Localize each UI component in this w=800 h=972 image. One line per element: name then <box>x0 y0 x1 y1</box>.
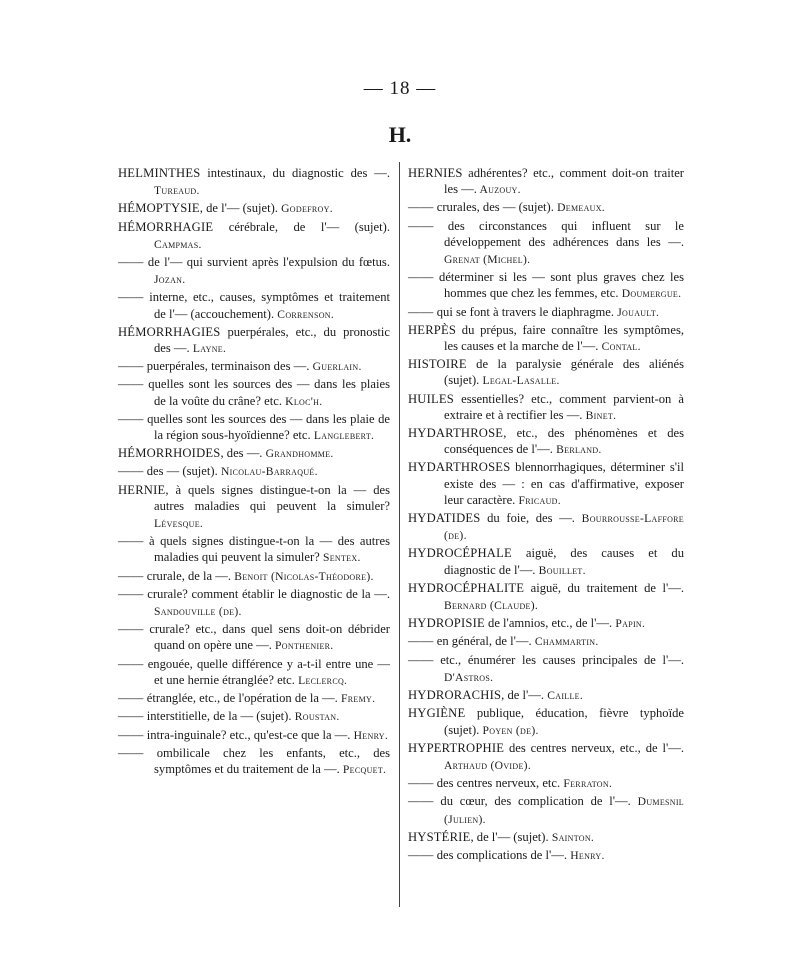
entry-author: Langlebert. <box>310 429 375 443</box>
entry-heading: HERNIES <box>408 166 463 180</box>
entry-text: du foie, des —. <box>480 511 575 526</box>
index-entry <box>408 793 684 827</box>
entry-heading: HYSTÉRIE <box>408 829 471 844</box>
index-entry <box>118 289 390 322</box>
index-entry <box>118 621 390 654</box>
index-entry <box>408 705 684 738</box>
index-entry <box>118 708 390 725</box>
entry-heading: HÉMORRHAGIE <box>118 219 214 234</box>
index-entry <box>408 633 684 650</box>
entry-author: Henry. <box>350 728 389 742</box>
index-entry <box>118 463 390 480</box>
entry-text: de l'amnios, etc., de l'—. <box>484 616 613 631</box>
index-entry <box>408 165 684 198</box>
right-column <box>408 165 684 865</box>
entry-author: Dumesnil (Julien). <box>444 795 684 826</box>
index-entry <box>118 568 390 585</box>
index-entry <box>118 482 390 533</box>
entry-text: aiguë, du traitement de l'—. <box>524 580 684 595</box>
entry-text: du cœur, des complication de l'—. <box>433 794 631 809</box>
entry-author: Roustan. <box>291 710 340 724</box>
entry-heading: —— <box>118 359 144 374</box>
entry-heading: —— <box>118 411 144 426</box>
entry-text: des centres nerveux, etc. <box>433 776 561 791</box>
entry-text: , etc., des phénomènes et des conséquences de l'—. <box>444 426 684 457</box>
index-entry <box>408 847 684 864</box>
entry-heading: HÉMORRHOIDES <box>118 446 221 461</box>
entry-heading: —— <box>408 634 434 649</box>
entry-text: quelles sont les sources des — dans les plaies de la voûte du crâne? etc. <box>143 377 390 408</box>
entry-text: des centres nerveux, etc., de l'—. <box>504 740 684 755</box>
index-entry <box>408 218 684 269</box>
entry-author: Jouault. <box>614 305 660 319</box>
entry-author: Chammartin. <box>531 635 599 649</box>
page-number: — 18 — <box>363 78 437 99</box>
entry-heading: HYGIÈNE <box>408 706 466 721</box>
entry-text: du prépus, faire connaître les symptômes, les causes et la marche de l'—. <box>444 322 684 354</box>
entry-author: Campmas. <box>154 237 202 251</box>
entry-author: Bernard (Claude). <box>444 599 539 613</box>
entry-author: Grandhomme. <box>262 447 334 461</box>
entry-author: Berland. <box>552 443 602 457</box>
entry-heading: —— <box>408 270 434 285</box>
entry-author: Benoit (Nicolas-Théodore). <box>231 569 374 583</box>
entry-text: etc., énumérer les causes principales de l'—. <box>433 652 684 667</box>
entry-text: interne, etc., causes, symptômes et traitement de l'— (accouchement). <box>143 290 390 321</box>
index-entry <box>408 510 684 544</box>
index-entry <box>408 545 684 578</box>
entry-text: adhérentes? etc., comment doit-on traiter les —. <box>444 166 684 197</box>
index-entry <box>118 727 390 744</box>
entry-text: de la paralysie générale des aliénés (sujet). <box>444 357 684 388</box>
index-entry <box>408 304 684 321</box>
entry-heading: —— <box>118 745 144 760</box>
entry-author: D'Astros. <box>444 670 494 684</box>
entry-author: Doumergue. <box>618 287 682 301</box>
entry-heading: —— <box>408 652 434 667</box>
entry-heading: HYDROCÉPHALE <box>408 546 512 561</box>
entry-author: Bourrousse-Laffore (de). <box>444 512 684 543</box>
entry-text: des circonstances qui influent sur le développement des adhérences dans les —. <box>433 218 684 249</box>
entry-heading: —— <box>118 464 144 479</box>
entry-author: Contal. <box>598 340 641 354</box>
index-entry <box>118 533 390 566</box>
entry-author: Henry. <box>567 848 605 862</box>
entry-text: intra-inguinale? etc., qu'est-ce que la —. <box>143 727 351 742</box>
entry-text: des complications de l'—. <box>433 847 568 862</box>
entry-author: Nicolau-Barraqué. <box>217 465 318 479</box>
entry-author: Jozan. <box>154 273 186 287</box>
index-entry <box>408 829 684 846</box>
index-entry <box>408 269 684 302</box>
entry-author: Papin. <box>612 617 646 631</box>
entry-text: déterminer si les — sont plus graves chez les hommes que chez les femmes, etc. <box>433 270 684 301</box>
index-entry <box>118 411 390 444</box>
index-entry <box>118 254 390 288</box>
index-entry <box>408 322 684 355</box>
index-entry <box>118 165 390 199</box>
entry-author: Ferraton. <box>560 777 613 791</box>
index-entry <box>118 358 390 375</box>
entry-heading: —— <box>118 377 144 392</box>
index-entry <box>408 740 684 774</box>
entry-author: Binet. <box>582 408 617 422</box>
entry-author: Kloc'h. <box>281 394 323 408</box>
entry-heading: —— <box>118 534 144 549</box>
entry-heading: HYDARTHROSE <box>408 426 504 441</box>
entry-text: qui se font à travers le diaphragme. <box>433 304 615 319</box>
entry-text: publique, éducation, fièvre typhoïde (sujet). <box>444 706 684 737</box>
entry-text: , à quels signes distingue-t-on la — des autres maladies qui peuvent la simuler? <box>154 482 390 513</box>
entry-text: puerpérales, terminaison des —. <box>143 359 310 374</box>
entry-text: à quels signes distingue-t-on la — des autres maladies qui peuvent la simuler? <box>143 534 390 565</box>
entry-author: Grenat (Michel). <box>444 253 531 267</box>
entry-author: Pecquet. <box>339 762 387 776</box>
entry-heading: HYDATIDES <box>408 511 481 526</box>
index-entry <box>118 324 390 357</box>
index-entry <box>408 425 684 458</box>
entry-author: Leclercq. <box>294 673 348 687</box>
entry-heading: HÉMORRHAGIES <box>118 324 221 339</box>
entry-author: Caille. <box>544 689 584 703</box>
entry-author: Sentex. <box>319 551 361 565</box>
entry-text: , de l'— (sujet). <box>470 829 549 844</box>
entry-text: puerpérales, etc., du pronostic des —. <box>154 324 390 356</box>
index-entry <box>408 391 684 424</box>
entry-heading: HERNIE <box>118 482 166 497</box>
index-entry <box>408 615 684 632</box>
entry-text: crurales, des — (sujet). <box>433 200 554 215</box>
entry-heading: —— <box>408 304 434 319</box>
entry-text: aiguë, des causes et du diagnostic de l'—. <box>444 546 684 577</box>
entry-text: crurale? etc., dans quel sens doit-on débrider quand on opère une —. <box>143 622 390 653</box>
entry-heading: —— <box>118 290 144 305</box>
index-entry <box>408 580 684 614</box>
entry-heading: HISTOIRE <box>408 357 467 372</box>
entry-heading: HÉMOPTYSIE <box>118 201 200 216</box>
entry-heading: HYDRORACHIS <box>408 688 502 703</box>
index-entry <box>118 745 390 778</box>
entry-heading: —— <box>118 568 144 583</box>
entry-text: étranglée, etc., de l'opération de la —. <box>143 691 338 706</box>
index-entry <box>408 775 684 792</box>
index-entry <box>118 690 390 707</box>
entry-text: quelles sont les sources des — dans les plaie de la région sous-hyoïdienne? etc. <box>143 411 390 443</box>
entry-author: Poyen (de). <box>479 723 539 737</box>
entry-heading: —— <box>118 622 144 637</box>
entry-text: interstitielle, de la — (sujet). <box>143 709 292 724</box>
entry-heading: —— <box>408 218 434 233</box>
entry-heading: —— <box>408 776 434 791</box>
index-entry <box>118 200 390 217</box>
index-entry <box>408 199 684 216</box>
index-entry <box>118 656 390 689</box>
entry-author: Legal-Lasalle. <box>479 374 560 388</box>
entry-author: Fremy. <box>337 692 376 706</box>
entry-text: en général, de l'—. <box>433 634 532 649</box>
entry-heading: HUILES <box>408 391 454 406</box>
index-entry <box>118 586 390 620</box>
entry-heading: —— <box>408 200 434 215</box>
entry-author: Layne. <box>189 342 227 356</box>
section-letter: H. <box>388 122 412 147</box>
entry-heading: —— <box>118 255 144 270</box>
index-entry <box>118 219 390 253</box>
entry-heading: —— <box>408 794 434 809</box>
entry-text: ombilicale chez les enfants, etc., des symptômes et du traitement de la —. <box>143 745 390 776</box>
entry-author: Guerlain. <box>309 360 362 374</box>
entry-text: blennorrhagiques, déterminer s'il existe des — : en cas d'affirmative, exposer leur caractère. <box>444 460 684 507</box>
entry-text: crurale? comment établir le diagnostic de la —. <box>143 586 390 601</box>
entry-text: intestinaux, du diagnostic des —. <box>200 166 390 180</box>
entry-heading: HYDROPISIE <box>408 616 485 631</box>
entry-author: Sandouville (de). <box>154 605 242 619</box>
entry-author: Demeaux. <box>553 201 605 215</box>
entry-heading: —— <box>118 656 144 671</box>
entry-heading: —— <box>408 847 434 862</box>
index-entry <box>408 652 684 686</box>
entry-heading: HYDROCÉPHALITE <box>408 580 525 595</box>
entry-text: , de l'— (sujet). <box>199 201 278 216</box>
index-entry <box>408 356 684 389</box>
entry-heading: HERPÈS <box>408 322 457 337</box>
entry-heading: HELMINTHES <box>118 166 201 180</box>
entry-author: Correnson. <box>274 307 335 321</box>
index-entry <box>118 376 390 409</box>
entry-heading: —— <box>118 727 144 742</box>
entry-author: Ponthenier. <box>271 639 334 653</box>
entry-heading: —— <box>118 691 144 706</box>
entry-author: Arthaud (Ovide). <box>444 758 532 772</box>
entry-heading: HYDARTHROSES <box>408 460 511 475</box>
entry-author: Lévesque. <box>154 517 204 531</box>
entry-text: , de l'—. <box>501 688 545 703</box>
entry-author: Tureaud. <box>154 184 200 198</box>
index-entry <box>408 459 684 509</box>
entry-text: , des —. <box>220 446 263 461</box>
entry-author: Fricaud. <box>515 493 561 507</box>
entry-author: Sainton. <box>548 830 595 844</box>
index-entry <box>118 445 390 462</box>
entry-text: essentielles? etc., comment parvient-on à extraire et à rectifier les —. <box>444 391 684 422</box>
entry-text: cérébrale, de l'— (sujet). <box>213 219 390 234</box>
entry-heading: —— <box>118 586 144 601</box>
index-entry <box>408 687 684 704</box>
entry-author: Bouillet. <box>535 563 586 577</box>
entry-heading: —— <box>118 709 144 724</box>
entry-text: crurale, de la —. <box>143 568 232 583</box>
entry-text: engouée, quelle différence y a-t-il entre une — et une hernie étranglée? etc. <box>143 656 390 687</box>
column-divider <box>399 162 400 907</box>
entry-author: Godefroy. <box>277 202 333 216</box>
entry-heading: HYPERTROPHIE <box>408 740 505 755</box>
entry-text: de l'— qui survient après l'expulsion du fœtus. <box>143 255 390 270</box>
entry-author: Auzouy. <box>476 183 521 197</box>
left-column <box>118 165 390 779</box>
entry-text: des — (sujet). <box>143 464 218 479</box>
